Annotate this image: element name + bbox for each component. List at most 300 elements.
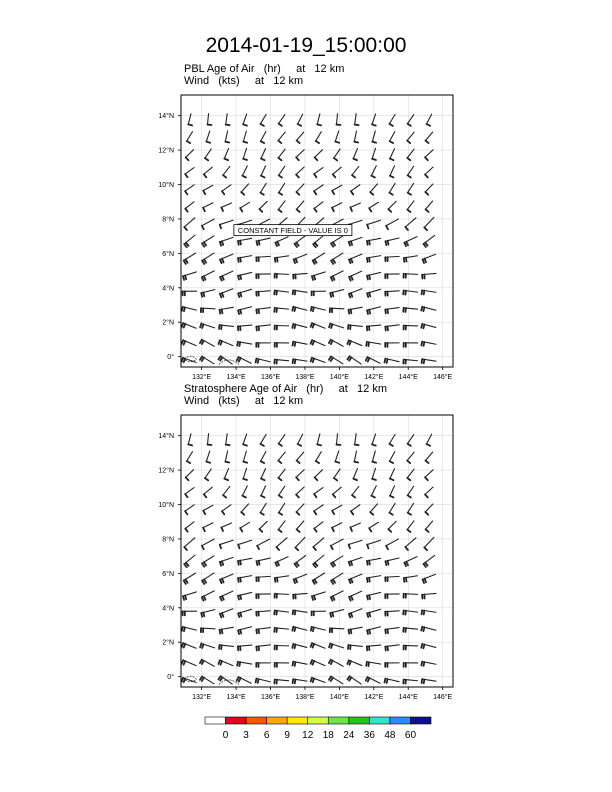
wind-barb — [313, 253, 325, 264]
wind-barb — [223, 486, 230, 497]
y-tick-label: 4°N — [162, 285, 174, 293]
wind-barb — [279, 435, 285, 446]
wind-barb — [385, 274, 399, 278]
wind-barb — [256, 558, 270, 565]
wind-barb — [423, 235, 434, 247]
wind-barb — [274, 290, 288, 294]
colorbar-swatch — [390, 717, 411, 724]
wind-barb — [349, 254, 362, 263]
wind-barb — [202, 271, 215, 281]
wind-barb — [385, 558, 399, 565]
wind-barb — [182, 340, 196, 346]
x-tick-label: 142°E — [364, 694, 384, 701]
wind-barb — [238, 540, 251, 548]
wind-barb — [423, 555, 434, 567]
wind-barb — [311, 323, 325, 328]
wind-barb — [425, 487, 433, 497]
colorbar-swatch — [349, 717, 370, 724]
wind-barb — [201, 308, 215, 312]
wind-barb — [238, 289, 251, 297]
wind-barb — [275, 645, 289, 649]
wind-barb — [352, 166, 359, 177]
wind-barb — [202, 573, 214, 584]
wind-barb — [311, 627, 326, 631]
wind-barb — [329, 676, 343, 683]
wind-barb — [279, 486, 285, 497]
wind-barb — [331, 236, 343, 247]
wind-barb — [279, 166, 285, 177]
wind-barb — [274, 628, 288, 632]
wind-barb — [202, 236, 214, 247]
wind-barb — [275, 663, 289, 667]
wind-barb — [331, 573, 343, 584]
wind-barb — [297, 452, 304, 463]
wind-barb — [385, 308, 399, 314]
wind-barb — [218, 660, 232, 665]
wind-barb — [278, 149, 285, 160]
wind-barb — [203, 505, 213, 514]
wind-barb — [260, 434, 266, 445]
colorbar-label: 60 — [404, 730, 417, 741]
wind-barb — [314, 522, 323, 532]
colorbar-label: 36 — [363, 730, 375, 741]
wind-barb — [422, 359, 436, 363]
wind-barb — [295, 235, 306, 247]
wind-barb — [335, 451, 339, 463]
wind-barb — [220, 540, 233, 548]
wind-barb — [184, 253, 196, 264]
wind-barb — [347, 676, 361, 684]
wind-barb — [256, 238, 270, 245]
wind-barb — [202, 219, 214, 229]
wind-barb — [403, 628, 417, 632]
wind-barb — [312, 291, 326, 295]
wind-barb — [183, 611, 197, 615]
wind-barb — [182, 660, 196, 666]
panel-2-field-label: Stratosphere Age of Air (hr) at 12 km — [184, 383, 387, 395]
wind-barb — [202, 591, 215, 601]
wind-barb — [349, 574, 362, 583]
wind-barb — [351, 505, 360, 515]
wind-barb — [404, 325, 418, 329]
wind-barb — [403, 679, 417, 683]
wind-barb — [330, 628, 344, 632]
wind-barb — [278, 452, 285, 463]
wind-barb — [185, 202, 194, 212]
x-tick-label: 146°E — [433, 694, 453, 701]
wind-barb — [347, 660, 361, 665]
wind-barb — [220, 237, 233, 245]
wind-barb — [238, 256, 252, 262]
y-tick-label: 10°N — [158, 502, 174, 510]
colorbar-swatch — [369, 717, 390, 724]
y-tick-label: 2°N — [162, 319, 174, 327]
wind-barb — [329, 644, 344, 648]
wind-barb — [404, 343, 418, 347]
wind-barb — [314, 202, 323, 212]
wind-barb — [223, 166, 230, 177]
wind-barb — [261, 486, 266, 498]
wind-barb — [256, 576, 270, 581]
y-tick-label: 12°N — [158, 147, 174, 155]
wind-barb — [237, 677, 251, 683]
wind-barb — [385, 343, 399, 347]
wind-barb — [390, 166, 395, 178]
wind-barb — [183, 272, 196, 280]
wind-barb — [385, 576, 399, 581]
wind-barb — [256, 343, 270, 347]
wind-barb — [331, 271, 344, 281]
wind-barb — [425, 521, 432, 532]
wind-barb — [238, 272, 252, 279]
wind-barb — [183, 291, 197, 295]
wind-barb — [385, 238, 399, 245]
wind-barb — [385, 359, 400, 363]
wind-barb — [425, 184, 433, 195]
wind-barb — [220, 271, 233, 280]
wind-barb — [256, 256, 270, 261]
wind-barb — [331, 253, 343, 264]
wind-barb — [425, 150, 433, 160]
wind-barb — [204, 487, 212, 497]
wind-barb — [421, 342, 436, 346]
x-tick-label: 146°E — [433, 374, 453, 381]
wind-barb — [366, 357, 380, 363]
wind-barb — [385, 325, 399, 331]
y-tick-label: 10°N — [158, 182, 174, 190]
wind-barb — [278, 469, 285, 480]
wind-barb — [184, 538, 195, 550]
wind-barb — [425, 167, 433, 177]
colorbar-label: 48 — [384, 730, 396, 741]
wind-barb — [278, 132, 285, 143]
wind-barb — [274, 610, 288, 614]
wind-barb — [220, 609, 233, 618]
wind-barb — [312, 611, 326, 615]
wind-barb — [335, 131, 339, 143]
wind-barb — [279, 115, 285, 126]
wind-barb — [184, 573, 196, 584]
y-tick-label: 14°N — [158, 433, 174, 441]
wind-barb — [241, 184, 248, 195]
wind-barb — [296, 487, 304, 497]
figure-title: 2014-01-19_15:00:00 — [205, 34, 407, 57]
wind-barb — [296, 470, 304, 480]
panel-2-map — [158, 415, 453, 701]
wind-barb — [185, 488, 194, 498]
wind-barb — [237, 357, 251, 363]
wind-barb — [238, 238, 252, 244]
wind-barb — [329, 324, 344, 328]
wind-barb — [403, 359, 417, 363]
wind-barb — [366, 662, 380, 666]
wind-barb — [349, 591, 362, 600]
wind-barb — [256, 325, 270, 331]
wind-barb — [261, 166, 266, 178]
wind-barb — [220, 557, 233, 565]
wind-barb — [274, 679, 288, 683]
wind-barb — [243, 451, 247, 463]
wind-barb — [275, 274, 289, 278]
wind-barb — [389, 183, 395, 194]
wind-barb — [332, 505, 342, 514]
wind-barb — [314, 168, 323, 178]
wind-barb — [275, 576, 289, 582]
wind-barb — [329, 340, 343, 347]
x-tick-label: 136°E — [260, 694, 281, 701]
constant-field-annotation: CONSTANT FIELD - VALUE IS 0 — [237, 226, 348, 236]
wind-barb — [405, 218, 416, 230]
colorbar-label: 18 — [322, 730, 334, 741]
wind-barb — [275, 343, 289, 347]
colorbar-label: 0 — [222, 730, 229, 741]
wind-barb — [330, 290, 344, 297]
colorbar-swatch — [267, 717, 288, 724]
wind-barb — [237, 342, 251, 346]
wind-barb — [403, 290, 417, 294]
wind-barb — [388, 201, 396, 212]
wind-barb — [336, 114, 340, 125]
wind-barb — [422, 593, 436, 598]
wind-barb — [206, 131, 210, 143]
wind-barb — [372, 131, 376, 143]
wind-barb — [426, 132, 433, 143]
wind-barb — [260, 114, 266, 125]
wind-barb — [221, 203, 231, 211]
wind-barb — [311, 678, 326, 683]
wind-barb — [279, 503, 285, 514]
wind-barb — [352, 486, 359, 497]
wind-barb — [312, 272, 325, 280]
y-tick-label: 0° — [167, 354, 174, 362]
wind-barb — [332, 523, 342, 531]
wind-barb — [372, 451, 376, 463]
x-tick-label: 136°E — [260, 374, 281, 381]
wind-barb — [404, 663, 418, 667]
wind-barb — [201, 610, 215, 617]
wind-barb — [186, 470, 194, 481]
wind-barb — [314, 505, 323, 514]
wind-barb — [275, 557, 288, 566]
wind-barb — [390, 486, 395, 498]
wind-barb — [295, 537, 305, 550]
wind-barb — [385, 291, 399, 296]
wind-barb — [348, 325, 362, 329]
wind-barb — [221, 523, 231, 531]
wind-barb — [203, 523, 213, 531]
wind-barb — [351, 185, 360, 195]
wind-barb — [260, 183, 266, 194]
wind-barb — [220, 627, 234, 633]
wind-barb — [238, 307, 252, 314]
wind-barb — [200, 340, 214, 347]
y-tick-label: 14°N — [158, 113, 174, 121]
wind-barb — [220, 574, 233, 583]
wind-barb — [347, 356, 361, 364]
wind-barb — [184, 218, 195, 230]
wind-barb — [349, 609, 362, 618]
panel-2-plot — [158, 415, 453, 701]
wind-barb — [331, 591, 344, 601]
wind-barb — [408, 503, 414, 514]
colorbar-label: 9 — [284, 730, 290, 741]
wind-barb — [219, 645, 233, 649]
wind-barb — [424, 217, 434, 230]
wind-barb — [187, 132, 193, 143]
wind-barb — [422, 679, 436, 683]
wind-barb — [425, 470, 433, 480]
wind-barb — [404, 645, 418, 649]
wind-barb — [225, 131, 229, 143]
colorbar-swatch — [287, 717, 308, 724]
wind-barb — [331, 556, 343, 567]
wind-barb — [220, 254, 233, 263]
wind-barb — [313, 538, 324, 550]
wind-barb — [296, 167, 304, 177]
wind-barb — [200, 323, 215, 327]
wind-barb — [238, 609, 251, 617]
wind-barb — [220, 220, 233, 228]
wind-barb — [389, 503, 395, 514]
wind-barb — [207, 434, 211, 445]
wind-barb — [200, 643, 215, 647]
y-tick-label: 6°N — [162, 250, 174, 258]
wind-barb — [184, 555, 195, 567]
wind-barb — [218, 340, 232, 345]
wind-barb — [261, 451, 266, 463]
wind-barb — [354, 131, 358, 143]
colorbar-swatch — [205, 717, 226, 724]
wind-barb — [385, 645, 399, 651]
wind-barb — [259, 201, 267, 212]
wind-barb — [348, 645, 362, 649]
wind-barbs — [182, 114, 436, 364]
wind-barb — [278, 521, 285, 532]
wind-barb — [349, 540, 362, 548]
wind-barb — [241, 504, 248, 515]
wind-barb — [422, 610, 436, 614]
y-tick-label: 0° — [167, 674, 174, 682]
y-tick-label: 8°N — [162, 536, 174, 544]
wind-barb — [185, 505, 194, 515]
wind-barb — [201, 628, 215, 632]
wind-barb — [220, 591, 233, 600]
panel-1-wind-label: Wind (kts) at 12 km — [184, 75, 304, 87]
wind-barb — [315, 150, 323, 161]
x-tick-label: 132°E — [192, 694, 212, 701]
x-tick-label: 140°E — [329, 694, 349, 701]
wind-barb — [205, 149, 211, 160]
wind-barb — [313, 573, 325, 584]
wind-barb — [257, 539, 269, 549]
y-tick-label: 4°N — [162, 605, 174, 613]
panel-1-field-label: PBL Age of Air (hr) at 12 km — [184, 63, 345, 75]
wind-barb — [312, 592, 325, 600]
wind-barb — [276, 538, 287, 550]
wind-barb — [404, 557, 417, 567]
wind-barb — [220, 307, 234, 313]
wind-barb — [185, 185, 194, 195]
wind-barb — [184, 235, 195, 247]
wind-barb — [238, 558, 252, 564]
wind-barb — [206, 451, 210, 463]
wind-barb — [182, 307, 197, 311]
x-tick-label: 140°E — [329, 374, 349, 381]
wind-barb — [222, 185, 231, 195]
wind-barb — [404, 576, 418, 582]
wind-barb — [389, 434, 395, 445]
wind-barb — [185, 522, 194, 532]
wind-barb — [349, 271, 362, 280]
wind-barb — [311, 660, 325, 666]
wind-barb — [332, 185, 342, 194]
wind-barb — [313, 235, 324, 247]
wind-barb — [204, 167, 212, 177]
wind-barb — [240, 202, 249, 211]
x-tick-label: 142°E — [364, 374, 384, 381]
wind-barb — [242, 166, 247, 178]
wind-barb — [275, 256, 289, 262]
wind-barb — [182, 643, 196, 648]
wind-barb — [256, 308, 270, 314]
wind-barb — [386, 219, 398, 229]
wind-barb — [385, 256, 399, 261]
wind-barb — [297, 132, 304, 143]
wind-barb — [202, 539, 214, 549]
wind-barb — [408, 183, 414, 194]
wind-barb — [316, 132, 322, 143]
wind-barb — [348, 627, 362, 633]
wind-barb — [186, 150, 194, 161]
wind-barb — [330, 308, 344, 312]
wind-barb — [348, 307, 362, 313]
wind-barb — [256, 611, 270, 616]
wind-barb — [222, 505, 231, 515]
wind-barb — [256, 645, 270, 651]
wind-barb — [336, 434, 340, 445]
x-tick-label: 144°E — [398, 374, 418, 381]
wind-barb — [421, 662, 436, 666]
x-tick-label: 132°E — [192, 374, 212, 381]
wind-barb — [274, 359, 288, 363]
wind-barb — [333, 487, 341, 497]
wind-barbs — [182, 434, 436, 684]
wind-barb — [388, 521, 396, 532]
y-tick-label: 6°N — [162, 570, 174, 578]
wind-barb — [329, 660, 343, 667]
wind-barb — [256, 274, 270, 278]
wind-barb — [314, 185, 323, 194]
wind-barb — [242, 486, 247, 498]
wind-barb — [256, 291, 270, 296]
wind-barb — [349, 237, 362, 245]
colorbar-label: 6 — [263, 730, 270, 741]
wind-barb — [403, 308, 417, 312]
wind-barb — [237, 662, 251, 666]
wind-barb — [403, 594, 417, 598]
wind-barb — [183, 592, 196, 600]
wind-barb — [421, 307, 436, 311]
wind-barb — [220, 289, 233, 298]
wind-barb — [202, 253, 214, 264]
y-tick-label: 8°N — [162, 216, 174, 224]
wind-barb — [332, 203, 342, 211]
wind-barb — [421, 644, 436, 648]
colorbar-label: 12 — [302, 730, 314, 741]
wind-barb — [404, 256, 418, 262]
x-tick-label: 134°E — [226, 374, 246, 381]
wind-barb — [279, 183, 285, 194]
